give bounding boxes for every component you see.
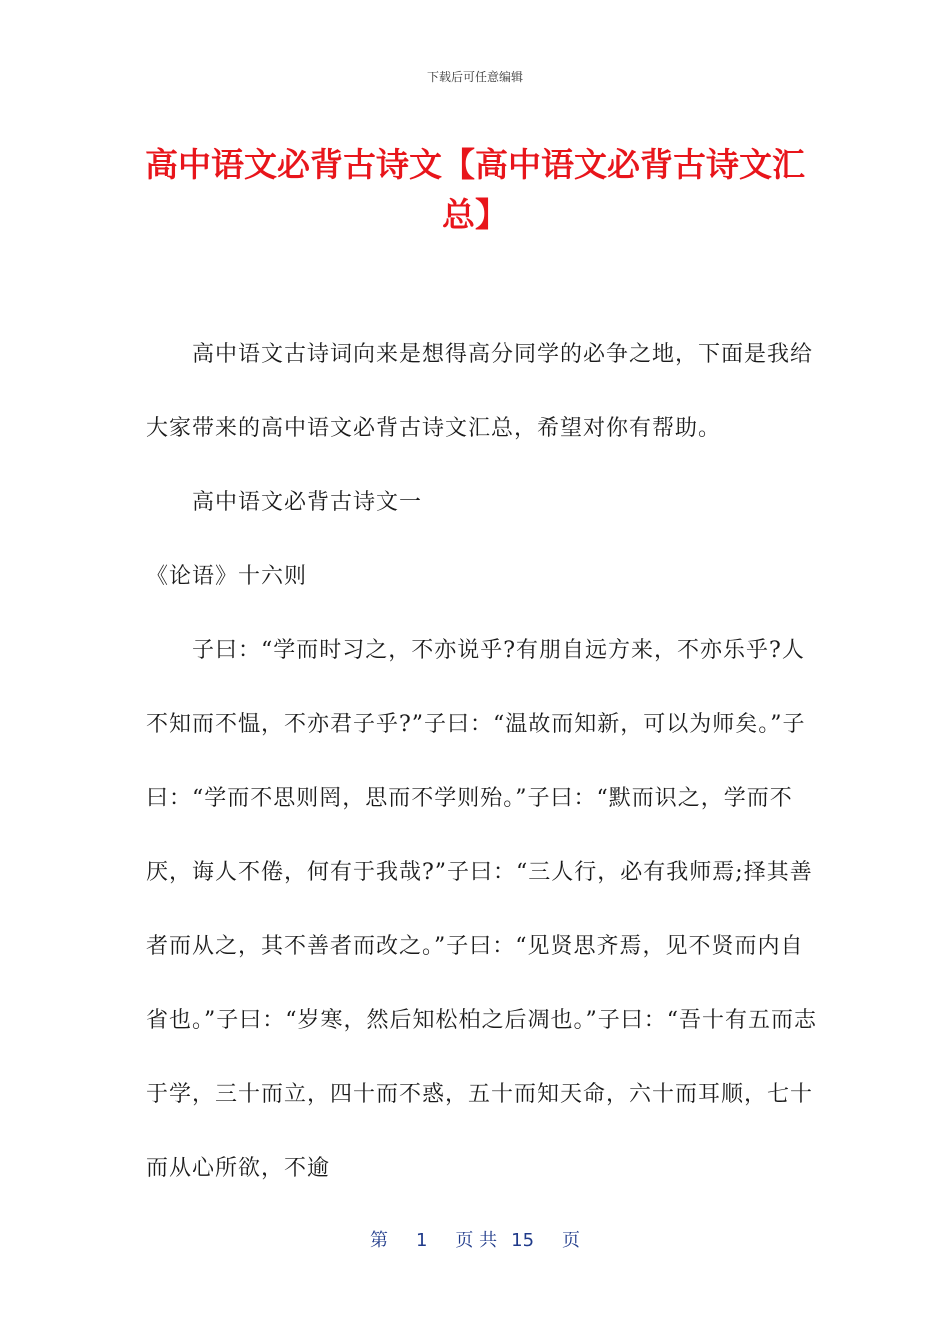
total-pages-number: 15 bbox=[511, 1230, 535, 1251]
intro-paragraph: 高中语文古诗词向来是想得高分同学的必争之地，下面是我给大家带来的高中语文必背古诗文汇总，希望对你有帮助。 bbox=[146, 342, 814, 441]
section-heading: 高中语文必背古诗文一 bbox=[192, 490, 423, 515]
document-title: 高中语文必背古诗文【高中语文必背古诗文汇总】 bbox=[145, 145, 805, 234]
footer-prefix: 第 bbox=[369, 1230, 388, 1251]
analects-paragraph: 子曰：“学而时习之，不亦说乎?有朋自远方来，不亦乐乎?人不知而不愠，不亦君子乎?”子曰：“温故而知新，可以为师矣。”子曰：“学而不思则罔，思而不学则殆。”子曰：“默而识之，学而不厌，诲人不倦，何有于我哉?”子曰：“三人行，必有我师焉;择其善者而从之，其不善者而改之。”子曰：“见贤思齐焉，见不贤而内自省也。”子曰：“岁寒，然后知松柏之后凋也。”子曰：“吾十有五而志于学，三十而立，四十而不惑，五十而知天命，六十而耳顺，七十而从心所欲，不逾 bbox=[146, 638, 817, 1181]
subsection-heading: 《论语》十六则 bbox=[146, 564, 308, 589]
document-body bbox=[146, 318, 826, 1206]
footer-middle: 页 共 bbox=[455, 1230, 498, 1251]
current-page-number: 1 bbox=[415, 1230, 428, 1251]
download-note: 下载后可任意编辑 bbox=[426, 70, 523, 84]
footer-suffix: 页 bbox=[562, 1230, 581, 1251]
page-footer bbox=[0, 1226, 950, 1252]
